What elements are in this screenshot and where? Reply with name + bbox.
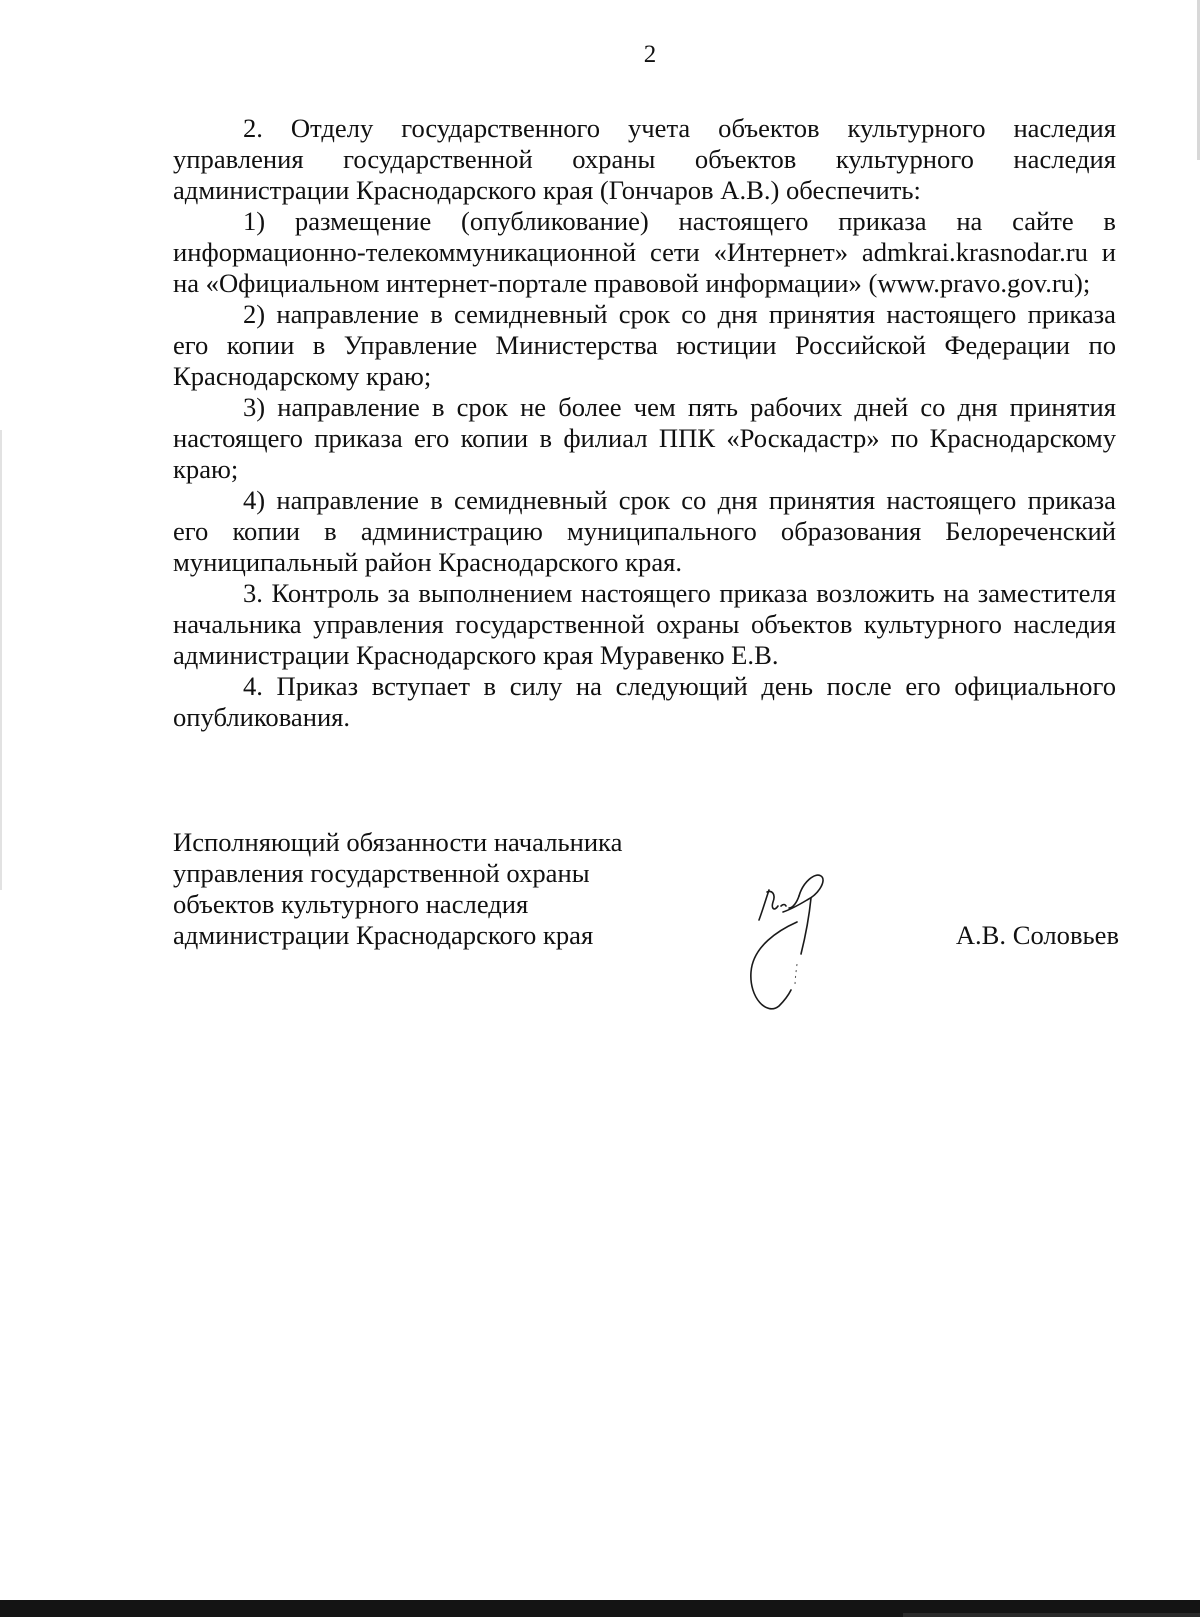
paragraph-item-4: 4. Приказ вступает в силу на следующий день после его официального опубликования. [173, 671, 1116, 732]
paragraph-subitem-4: 4) направление в семидневный срок со дня принятия настоящего приказа его копии в администрацию муниципального образования Белореченский муниципальный район Краснодарского края. [173, 485, 1116, 577]
page-number: 2 [643, 41, 657, 68]
paragraph-subitem-1: 1) размещение (опубликование) настоящего приказа на сайте в информационно-телекоммуникационной сети «Интернет» admkrai.krasnodar.ru и на «Официальном интернет-портале правовой информации» (www.pravo.gov.ru); [173, 206, 1116, 298]
paragraph-subitem-2: 2) направление в семидневный срок со дня принятия настоящего приказа его копии в Управление Министерства юстиции Российской Федерации по Краснодарскому краю; [173, 299, 1116, 391]
signer-name: А.В. Соловьев [955, 920, 1119, 950]
paragraph-item-3: 3. Контроль за выполнением настоящего приказа возложить на заместителя начальника управления государственной охраны объектов культурного наследия администрации Краснодарского края Муравенко Е.В. [173, 578, 1116, 670]
paragraph-subitem-3: 3) направление в срок не более чем пять рабочих дней со дня принятия настоящего приказа его копии в филиал ППК «Роскадастр» по Краснодарскому краю; [173, 392, 1116, 484]
order-body [173, 113, 1116, 733]
signatory-position-line: администрации Краснодарского края [173, 920, 594, 950]
paragraph-item-2: 2. Отделу государственного учета объектов культурного наследия управления государственной охраны объектов культурного наследия администрации Краснодарского края (Гончаров А.В.) обеспечить: [173, 113, 1116, 205]
signatory-position [173, 827, 693, 951]
signatory-position-line: управления государственной охраны [173, 858, 590, 888]
signatory-position-line: Исполняющий обязанности начальника [173, 827, 623, 857]
signatory-position-line: объектов культурного наследия [173, 889, 529, 919]
scan-border-bottom-gap [903, 1613, 1200, 1617]
handwritten-signature [745, 868, 870, 1043]
scan-edge-left [0, 430, 2, 890]
